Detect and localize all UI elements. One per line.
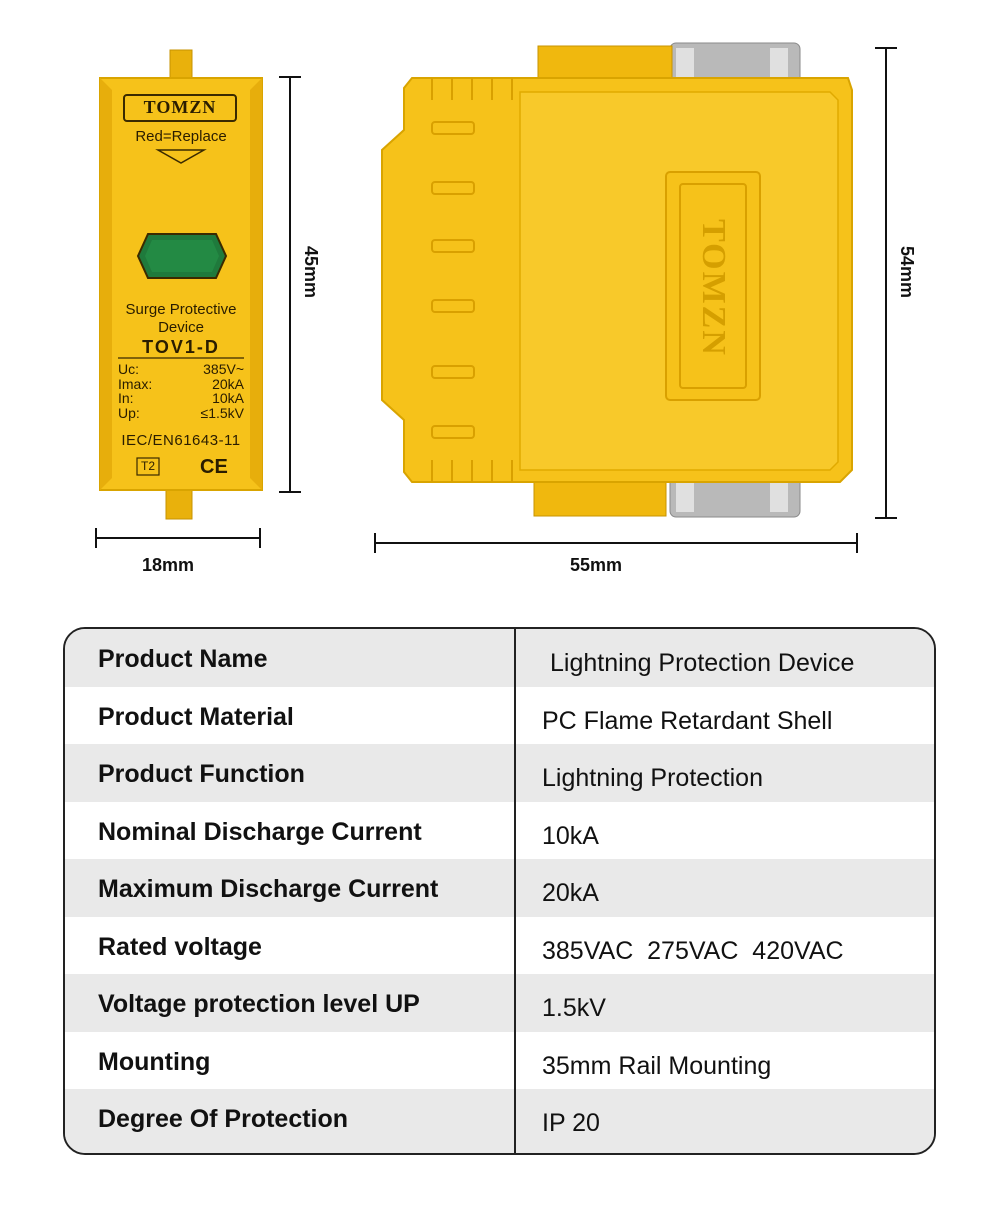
spec-label: Product Material bbox=[98, 702, 294, 731]
front-device-name-line2: Device bbox=[158, 319, 204, 336]
front-spec-value: ≤1.5kV bbox=[200, 404, 244, 421]
spec-value: IP 20 bbox=[542, 1109, 600, 1137]
spec-label: Degree Of Protection bbox=[98, 1105, 349, 1133]
spec-label: Product Function bbox=[98, 760, 305, 788]
table-row bbox=[65, 802, 934, 860]
spec-value: 385VAC 275VAC 420VAC bbox=[542, 936, 844, 965]
front-spec-list bbox=[118, 362, 244, 420]
spec-value: 1.5kV bbox=[542, 994, 606, 1022]
table-row bbox=[65, 974, 934, 1032]
front-spec-value: 20kA bbox=[212, 375, 244, 392]
front-brand-label: TOMZN bbox=[143, 97, 217, 117]
spec-label: Voltage protection level UP bbox=[98, 990, 420, 1018]
dimension-side-width: 55mm bbox=[570, 555, 623, 575]
side-brand-label: TOMZN bbox=[695, 219, 732, 357]
front-device-illustration bbox=[0, 0, 1000, 600]
front-spec-label: Up: bbox=[118, 404, 140, 421]
front-standard-label: IEC/EN61643-11 bbox=[121, 432, 241, 449]
spec-label: Product Name bbox=[98, 645, 268, 673]
column-divider bbox=[514, 629, 516, 1153]
spec-value: PC Flame Retardant Shell bbox=[542, 706, 833, 735]
spec-table bbox=[63, 627, 936, 1155]
dimension-front-height: 45mm bbox=[301, 246, 321, 299]
table-row bbox=[65, 1032, 934, 1090]
front-spec-label: Imax: bbox=[118, 375, 153, 392]
front-spec-row bbox=[118, 406, 244, 421]
front-replace-note: Red=Replace bbox=[135, 128, 227, 145]
ce-mark: CE bbox=[200, 456, 228, 478]
table-row bbox=[65, 859, 934, 917]
spec-value: 10kA bbox=[542, 821, 599, 850]
front-spec-label: Uc: bbox=[118, 361, 139, 377]
front-spec-label: In: bbox=[118, 390, 134, 406]
table-row bbox=[65, 1089, 934, 1155]
spec-value: 20kA bbox=[542, 879, 599, 907]
spec-value: Lightning Protection Device bbox=[550, 649, 855, 677]
spec-label: Nominal Discharge Current bbox=[98, 817, 422, 846]
front-spec-row bbox=[118, 362, 244, 377]
table-row bbox=[65, 687, 934, 745]
spec-value: 35mm Rail Mounting bbox=[542, 1051, 772, 1080]
front-spec-value: 10kA bbox=[212, 390, 244, 406]
table-row bbox=[65, 629, 934, 687]
front-spec-row bbox=[118, 377, 244, 392]
dimension-side-height: 54mm bbox=[897, 246, 917, 299]
spec-label: Rated voltage bbox=[98, 932, 262, 961]
front-model-label: TOV1-D bbox=[142, 337, 220, 357]
spec-value: Lightning Protection bbox=[542, 764, 763, 792]
table-row bbox=[65, 744, 934, 802]
front-spec-value: 385V~ bbox=[203, 361, 244, 377]
spec-label: Mounting bbox=[98, 1047, 211, 1076]
table-row bbox=[65, 917, 934, 975]
dimension-front-width: 18mm bbox=[142, 555, 195, 575]
front-device-name-line1: Surge Protective bbox=[125, 301, 237, 318]
spec-label: Maximum Discharge Current bbox=[98, 875, 439, 903]
front-spec-row bbox=[118, 391, 244, 406]
front-class-mark: T2 bbox=[140, 459, 155, 473]
